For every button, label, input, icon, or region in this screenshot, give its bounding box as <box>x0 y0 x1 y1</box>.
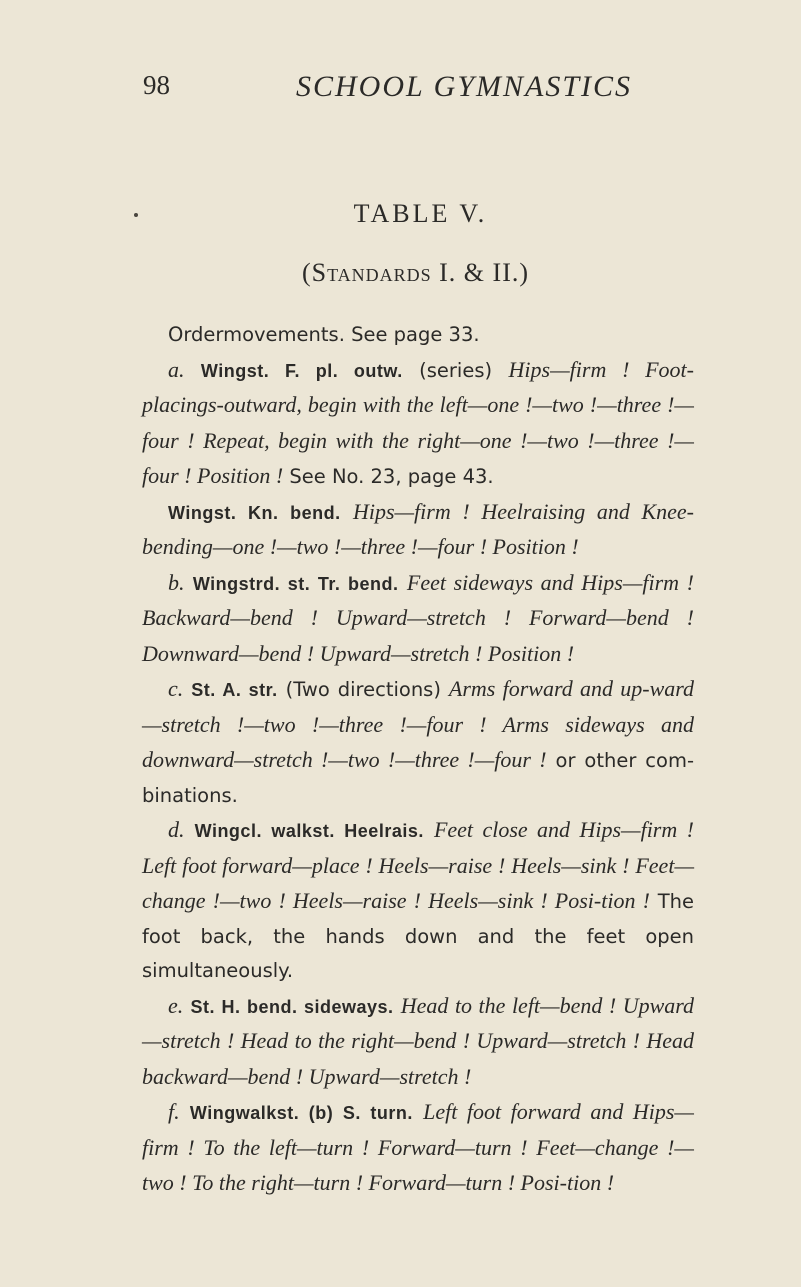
page-number: 98 <box>143 70 170 100</box>
exercise-instructions: Head to the left—bend ! Upward—stretch ! Head to the right—bend ! Upward—stretch ! Head backward—bend ! Upward—stretch ! <box>142 992 695 1089</box>
exercise-letter: e. <box>168 992 184 1018</box>
exercise-note <box>413 1101 423 1124</box>
exercise-paragraph <box>142 672 694 813</box>
exercise-command: St. A. str. <box>191 680 278 700</box>
exercise-paragraph <box>142 813 694 989</box>
exercise-command: Wingstrd. st. Tr. bend. <box>192 573 399 594</box>
print-speck <box>134 213 138 217</box>
exercise-note: The foot back, the hands down and the feet open simultaneously. <box>142 890 694 982</box>
exercise-note <box>399 572 407 595</box>
exercise-letter: a. <box>168 356 185 382</box>
table-subtitle: (Standards I. & II.) <box>301 258 530 287</box>
exercise-note <box>341 501 353 524</box>
exercise-note <box>424 819 434 842</box>
intro-text: Ordermovements. See page 33. <box>168 323 480 346</box>
exercise-command: St. H. bend. sideways. <box>190 996 394 1017</box>
page-header <box>0 70 801 110</box>
exercise-paragraph <box>142 495 694 566</box>
exercise-command: Wingwalkst. (b) S. turn. <box>189 1103 413 1123</box>
exercise-note: or other com-binations. <box>142 749 694 807</box>
exercise-instructions: Hips—firm ! Heelraising and Knee-bending—one !—two !—three !—four ! Position ! <box>142 498 695 559</box>
exercise-note: See No. 23, page 43. <box>283 465 494 488</box>
exercise-command: Wingst. Kn. bend. <box>168 502 341 523</box>
exercise-instructions: Arms forward and up-ward—stretch !—two !—three !—four ! Arms sideways and downward—stretch !—two !—three !—four ! <box>142 676 694 772</box>
running-head: SCHOOL GYMNASTICS <box>296 70 633 103</box>
exercise-command: Wingcl. walkst. Heelrais. <box>194 821 424 841</box>
exercise-command: Wingst. F. pl. outw. <box>200 360 403 381</box>
exercise-paragraph <box>142 989 694 1096</box>
exercise-letter: f. <box>168 1099 180 1124</box>
exercise-instructions: Feet close and Hips—firm ! Left foot forward—place ! Heels—raise ! Heels—sink ! Feet—change !—two ! Heels—raise ! Heels—sink ! Posi-tion ! <box>142 817 694 913</box>
exercise-instructions: Left foot forward and Hips—firm ! To the left—turn ! Forward—turn ! Feet—change !—two ! To the right—turn ! Forward—turn ! Posi-tion ! <box>142 1099 694 1195</box>
exercise-letter: d. <box>168 817 185 842</box>
exercise-list <box>142 318 694 1202</box>
exercise-paragraph <box>142 1095 694 1202</box>
exercise-letter: b. <box>168 569 185 595</box>
exercise-note: (Two directions) <box>277 678 449 701</box>
intro-paragraph <box>142 318 694 353</box>
exercise-instructions: Hips—firm ! Foot-placings-outward, begin with the left—one !—two !—three !—four ! Repeat, begin with the right—one !—two !—three !—four ! Position ! <box>142 356 694 488</box>
exercise-paragraph <box>142 566 694 673</box>
exercise-instructions: Feet sideways and Hips—firm ! Backward—bend ! Upward—stretch ! Forward—bend ! Downward—bend ! Upward—stretch ! Position ! <box>142 569 694 666</box>
exercise-note <box>394 995 401 1018</box>
exercise-letter: c. <box>168 676 184 701</box>
exercise-note: (series) <box>402 358 509 382</box>
exercise-items <box>142 353 694 1202</box>
table-title: TABLE V. <box>353 199 488 228</box>
exercise-paragraph <box>142 353 694 495</box>
